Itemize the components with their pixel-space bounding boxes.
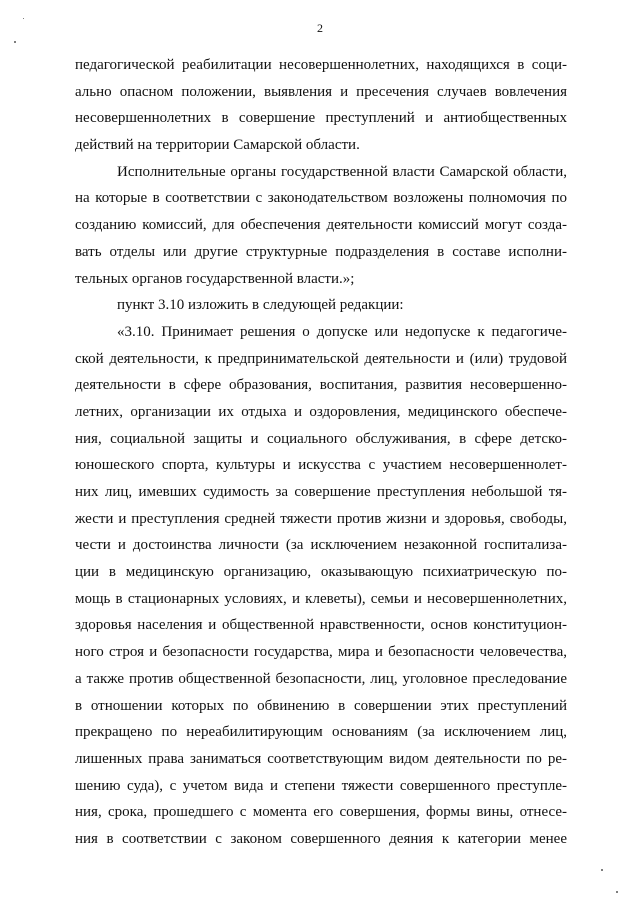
text-line: юношеского спорта, культуры и искусства с участием несовершеннолет- — [75, 457, 567, 474]
text-line: жести и преступления средней тяжести против жизни и здоровья, свободы, — [75, 510, 567, 527]
text-line: ции в медицинскую организацию, оказывающую психиатрическую по- — [75, 564, 567, 581]
text-line: педагогической реабилитации несовершеннолетних, находящихся в соци- — [75, 57, 567, 73]
text-line: «3.10. Принимает решения о допуске или недопуске к педагогиче- — [117, 323, 567, 340]
text-line: а также против общественной безопасности, лиц, уголовное преследование — [75, 670, 567, 687]
scan-speck — [14, 41, 16, 43]
text-line: созданию комиссий, для обеспечения деятельности комиссий могут созда- — [75, 217, 567, 234]
paragraph — [75, 159, 567, 292]
text-line: ально опасном положении, выявления и пресечения случаев вовлечения — [75, 83, 567, 100]
text-line: на которые в соответствии с законодательством возложены полномочия по — [75, 190, 567, 207]
text-line: ния, срока, прошедшего с момента его совершения, формы вины, отнесе- — [75, 804, 567, 821]
text-line: пункт 3.10 изложить в следующей редакции: — [117, 297, 404, 314]
text-line: деятельности в сфере образования, воспитания, развития несовершенно- — [75, 377, 567, 394]
text-line: ного строя и безопасности государства, мира и безопасности человечества, — [75, 644, 567, 661]
text-line: чести и достоинства личности (за исключением незаконной госпитализа- — [75, 537, 567, 554]
text-line: вать отделы или другие структурные подразделения в составе исполни- — [75, 243, 567, 260]
text-line: Исполнительные органы государственной власти Самарской области, — [117, 163, 567, 180]
scan-speck — [23, 18, 24, 19]
text-line: ния, социальной защиты и социального обслуживания, в сфере детско- — [75, 430, 567, 447]
text-line: мощь в стационарных условиях, и клеветы), семьи и несовершеннолетних, — [75, 590, 567, 607]
scan-speck — [616, 891, 618, 893]
paragraph — [75, 292, 567, 319]
text-line: несовершеннолетних в совершение преступлений и антиобщественных — [75, 110, 567, 127]
page-number: 2 — [317, 21, 323, 35]
text-line: здоровья населения и общественной нравственности, основ конституцион- — [75, 617, 567, 634]
text-line: летних, организации их отдыха и оздоровления, медицинского обеспече- — [75, 403, 567, 420]
text-line: в отношении которых по обвинению в совершении этих преступлений — [75, 697, 567, 714]
paragraph — [75, 52, 567, 159]
text-line: них лиц, имевших судимость за совершение преступления небольшой тя- — [75, 484, 567, 500]
scan-speck — [601, 869, 603, 871]
text-line: лишенных права заниматься соответствующим видом деятельности по ре- — [75, 750, 567, 767]
text-line: тельных органов государственной власти.»; — [75, 270, 355, 287]
text-line: шению суда), с учетом вида и степени тяжести совершенного преступле- — [75, 777, 567, 794]
text-line: ния в соответствии с законом совершенного деяния к категории менее — [75, 830, 567, 847]
text-line: действий на территории Самарской области. — [75, 137, 360, 154]
paragraph — [75, 319, 567, 853]
text-line: ской деятельности, к предпринимательской деятельности и (или) трудовой — [75, 350, 567, 367]
document-body — [75, 52, 567, 853]
text-line: прекращено по нереабилитирующим основаниям (за исключением лиц, — [75, 724, 567, 741]
